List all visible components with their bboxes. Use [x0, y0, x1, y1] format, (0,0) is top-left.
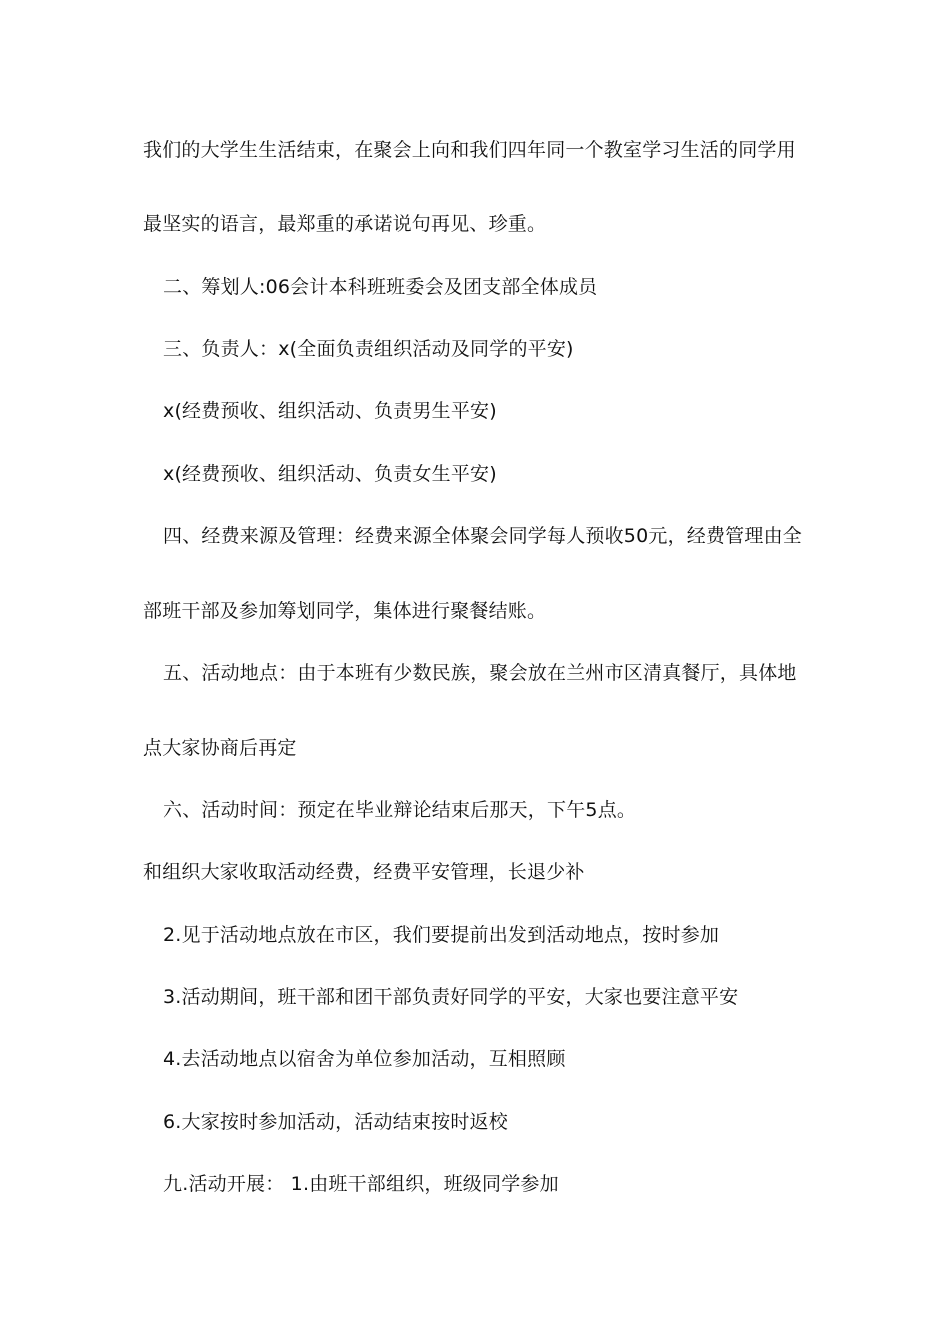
funding-note: 和组织大家收取活动经费，经费平安管理，长退少补	[143, 861, 585, 883]
note-item-4: 4.去活动地点以宿舍为单位参加活动，互相照顾	[163, 1048, 566, 1070]
section-location: 五、活动地点：由于本班有少数民族，聚会放在兰州市区清真餐厅，具体地	[163, 662, 797, 684]
section-time: 六、活动时间：预定在毕业辩论结束后那天，下午5点。	[163, 799, 637, 821]
note-item-2: 2.见于活动地点放在市区，我们要提前出发到活动地点，按时参加	[163, 924, 720, 946]
section-responsible: 三、负责人：x(全面负责组织活动及同学的平安)	[163, 338, 574, 360]
note-item-3: 3.活动期间，班干部和团干部负责好同学的平安，大家也要注意平安	[163, 986, 739, 1008]
responsible-female: x(经费预收、组织活动、负责女生平安)	[163, 463, 497, 485]
section-location-cont: 点大家协商后再定	[143, 737, 297, 759]
section-activity: 九.活动开展： 1.由班干部组织，班级同学参加	[163, 1173, 559, 1195]
section-planner: 二、筹划人:06会计本科班班委会及团支部全体成员	[163, 276, 598, 298]
responsible-male: x(经费预收、组织活动、负责男生平安)	[163, 400, 497, 422]
paragraph-line-1: 我们的大学生生活结束，在聚会上向和我们四年同一个教室学习生活的同学用	[143, 139, 796, 161]
paragraph-line-2: 最坚实的语言，最郑重的承诺说句再见、珍重。	[143, 213, 547, 235]
section-funding-cont: 部班干部及参加筹划同学，集体进行聚餐结账。	[143, 600, 547, 622]
section-funding: 四、经费来源及管理：经费来源全体聚会同学每人预收50元，经费管理由全	[163, 525, 802, 547]
note-item-6: 6.大家按时参加活动，活动结束按时返校	[163, 1111, 508, 1133]
